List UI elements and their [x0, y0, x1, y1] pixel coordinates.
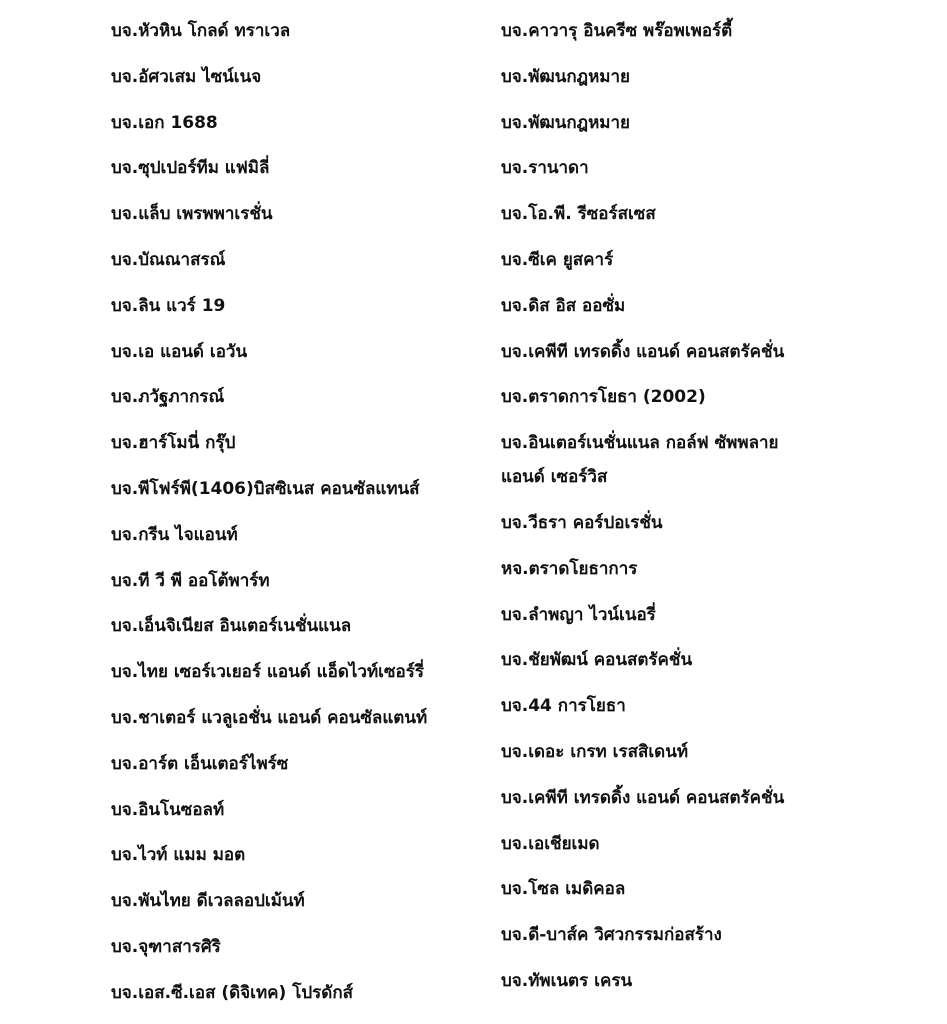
company-entry: บจ.เคพีที เทรดดิ้ง แอนด์ คอนสตรัคชั่น: [501, 341, 785, 362]
company-entry: บจ.พัฒนกฎหมาย: [501, 112, 631, 133]
company-entry: บจ.แล็บ เพรพพาเรชั่น: [111, 204, 273, 225]
company-entry: บจ.อัศวเสม ไซน์เนจ: [111, 66, 262, 87]
company-entry: บจ.คาวารุ อินครีซ พร๊อพเพอร์ตี้: [501, 21, 733, 41]
company-entry: บจ.พันไทย ดีเวลลอปเม้นท์: [111, 891, 305, 912]
company-entry: หจ.ตราดโยธาการ: [501, 558, 638, 579]
left-company-column: [111, 14, 471, 1022]
company-entry: บจ.พีโฟร์พี(1406)บิสซิเนส คอนซัลแทนส์: [111, 478, 420, 499]
company-entry: บจ.โซล เมดิคอล: [501, 879, 626, 900]
right-company-column: [501, 14, 921, 1010]
company-entry: บจ.ชาเตอร์ แวลูเอชั่น แอนด์ คอนซัลแตนท์: [111, 707, 428, 728]
company-entry: บจ.ดิส อิส ออซั่ม: [501, 295, 626, 316]
company-entry: บจ.เอ แอนด์ เอวัน: [111, 341, 248, 362]
company-entry: บจ.เอส.ซี.เอส (ดิจิเทค) โปรดักส์: [111, 982, 353, 1003]
company-entry: บจ.เอ็นจิเนียส อินเตอร์เนชั่นแนล: [111, 616, 352, 637]
company-entry: บจ.วีธรา คอร์ปอเรชั่น: [501, 512, 663, 533]
company-entry: บจ.ที วี พี ออโต้พาร์ท: [111, 570, 270, 591]
company-entry: บจ.เอเชียเมด: [501, 833, 600, 854]
company-entry: บจ.เดอะ เกรท เรสสิเดนท์: [501, 741, 689, 762]
company-entry: บจ.อินเตอร์เนชั่นแนล กอล์ฟ ซัพพลาย แอนด์ เซอร์วิส: [501, 433, 779, 488]
company-entry: บจ.บัณณาสรณ์: [111, 249, 226, 270]
company-entry: บจ.ไวท์ แมม มอต: [111, 845, 246, 866]
company-entry: บจ.อาร์ต เอ็นเตอร์ไพร์ซ: [111, 753, 289, 774]
company-entry: บจ.ภวัฐภากรณ์: [111, 387, 225, 408]
company-entry: บจ.เคพีที เทรดดิ้ง แอนด์ คอนสตรัคชั่น: [501, 787, 785, 808]
company-entry: บจ.ลิน แวร์ 19: [111, 295, 226, 316]
company-entry: บจ.ซีเค ยูสคาร์: [501, 249, 614, 270]
company-entry: บจ.ฮาร์โมนี่ กรุ๊ป: [111, 433, 236, 454]
company-entry: บจ.ทัพเนตร เครน: [501, 970, 633, 991]
company-entry: บจ.ลำพญา ไวน์เนอรี่: [501, 604, 656, 625]
company-entry: บจ.จุฑาสารศิริ: [111, 936, 221, 957]
company-entry: บจ.อินโนซอลท์: [111, 799, 225, 820]
company-entry: บจ.ซุปเปอร์ทีม แฟมิลี่: [111, 158, 270, 179]
company-entry: บจ.เอก 1688: [111, 112, 218, 133]
company-entry: บจ.ชัยพัฒน์ คอนสตรัคชั่น: [501, 650, 693, 671]
company-entry: บจ.ไทย เซอร์เวเยอร์ แอนด์ แอ็ดไวท์เซอร์รี่: [111, 662, 424, 683]
company-entry: บจ.พัฒนกฎหมาย: [501, 66, 631, 87]
company-entry: บจ.โอ.พี. รีซอร์สเซส: [501, 204, 656, 225]
company-entry: บจ.กรีน ไจแอนท์: [111, 524, 238, 545]
company-entry: บจ.รานาดา: [501, 158, 589, 179]
company-entry: บจ.44 การโยธา: [501, 696, 626, 717]
company-entry: บจ.ตราดการโยธา (2002): [501, 387, 706, 408]
company-entry: บจ.หัวหิน โกลด์ ทราเวล: [111, 21, 291, 41]
company-entry: บจ.ดี-บาส์ค วิศวกรรมก่อสร้าง: [501, 925, 722, 946]
